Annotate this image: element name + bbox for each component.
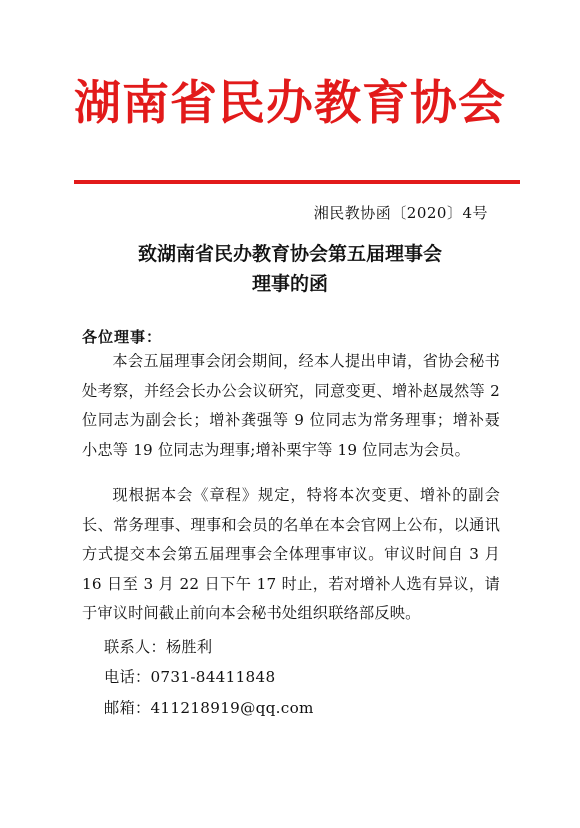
- document-title-line2: 理事的函: [251, 273, 328, 295]
- salutation: 各位理事：: [82, 328, 163, 346]
- org-letterhead: 湖南省民办教育协会: [74, 76, 506, 131]
- contact-email: 邮箱：411218919@qq.com: [104, 699, 314, 717]
- document-number: 湘民教协函〔2020〕4号: [313, 204, 488, 222]
- body-paragraph-1: 本会五届理事会闭会期间，经本人提出申请，省协会秘书处考察，并经会长办公会议研究，同意变更、增补赵晟然等 2 位同志为副会长；增补龚强等 9 位同志为常务理事；增补聂小忠等 19 位同志为理事;增补栗宇等 19 位同志为会员。: [82, 352, 500, 459]
- contact-phone: 电话：0731-84411848: [104, 668, 276, 686]
- letterhead-divider: [74, 180, 520, 184]
- body-paragraph-2: 现根据本会《章程》规定，特将本次变更、增补的副会长、常务理事、理事和会员的名单在本会官网上公布，以通讯方式提交本会第五届理事会全体理事审议。审议时间自 3 月 16 日至 3 月 22 日下午 17 时止，若对增补人选有异议，请于审议时间截止前向本会秘书处组织联络部反映。: [82, 486, 500, 622]
- contact-person: 联系人：杨胜利: [104, 638, 213, 656]
- document-title-line1: 致湖南省民办教育协会第五届理事会: [137, 243, 442, 265]
